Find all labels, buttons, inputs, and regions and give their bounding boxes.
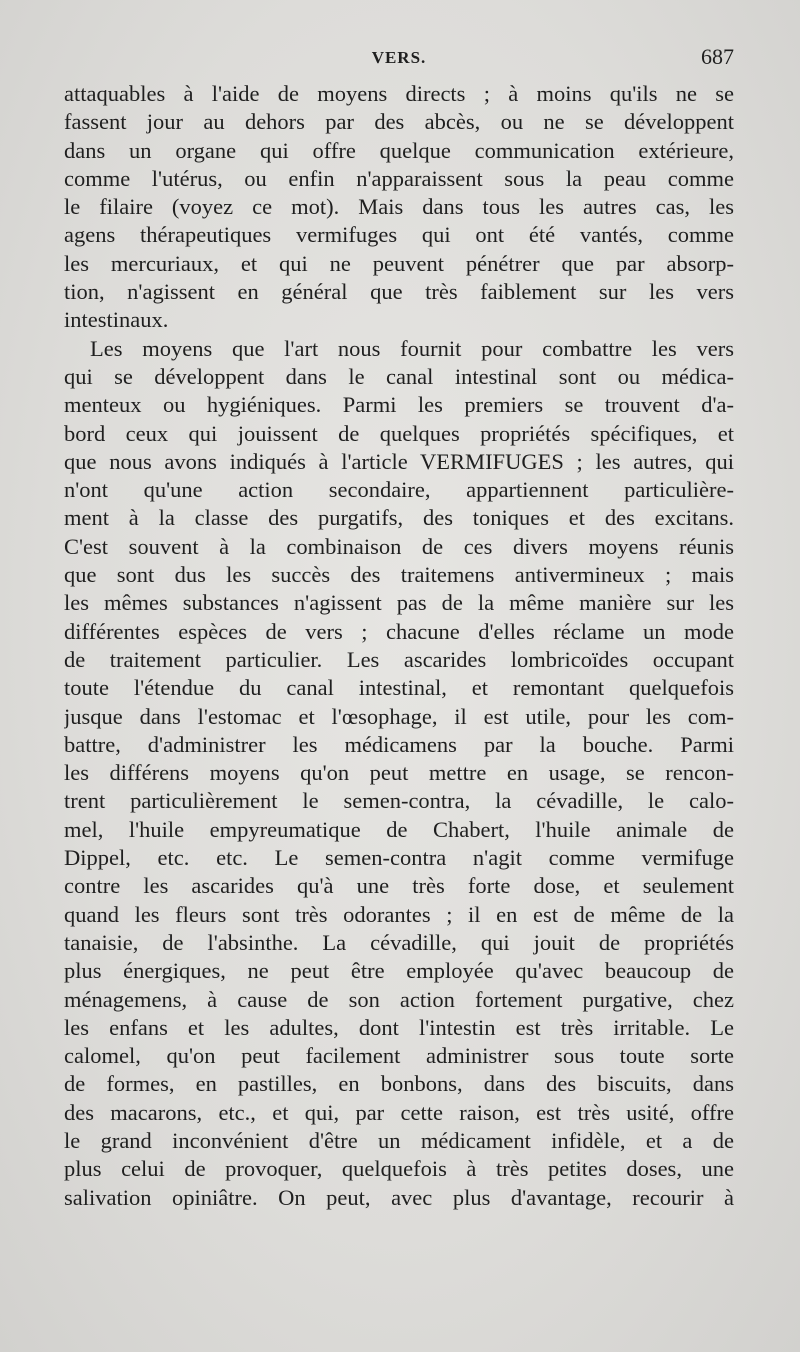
text-line: C'est souvent à la combinaison de ces divers moyens réunis — [64, 533, 734, 559]
text-line: n'ont qu'une action secondaire, appartiennent particulière- — [64, 477, 734, 503]
text-line: mel, l'huile empyreumatique de Chabert, l'huile animale de — [64, 816, 734, 842]
page-number: 687 — [701, 44, 734, 69]
text-line: comme l'utérus, ou enfin n'apparaissent sous la peau comme — [64, 165, 734, 191]
text-line: tanaisie, de l'absinthe. La cévadille, qui jouit de propriétés — [64, 929, 734, 955]
paragraph — [64, 80, 734, 335]
text-line: que sont dus les succès des traitemens antivermineux ; mais — [64, 562, 734, 588]
text-line: qui se développent dans le canal intestinal sont ou médica- — [64, 363, 734, 389]
text-line: de formes, en pastilles, en bonbons, dans des biscuits, dans — [64, 1071, 734, 1097]
text-line: attaquables à l'aide de moyens directs ; à moins qu'ils ne se — [64, 81, 734, 106]
page-header — [64, 44, 734, 74]
text-line: plus énergiques, ne peut être employée qu'avec beaucoup de — [64, 958, 734, 984]
text-line: quand les fleurs sont très odorantes ; il en est de même de la — [64, 901, 734, 927]
text-line: battre, d'administrer les médicamens par la bouche. Parmi — [64, 731, 734, 757]
text-line: les différens moyens qu'on peut mettre en usage, se rencon- — [64, 760, 734, 786]
text-line: Les moyens que l'art nous fournit pour combattre les vers — [90, 335, 734, 361]
text-line: bord ceux qui jouissent de quelques propriétés spécifiques, et — [64, 420, 734, 446]
text-line: le filaire (voyez ce mot). Mais dans tous les autres cas, les — [64, 194, 734, 220]
text-line: des macarons, etc., et qui, par cette raison, est très usité, offre — [64, 1099, 734, 1125]
body-text — [64, 80, 734, 1212]
text-line: salivation opiniâtre. On peut, avec plus d'avantage, recourir à — [64, 1184, 734, 1210]
text-line: dans un organe qui offre quelque communication extérieure, — [64, 137, 734, 163]
text-line: fassent jour au dehors par des abcès, ou ne se développent — [64, 109, 734, 135]
text-line: plus celui de provoquer, quelquefois à très petites doses, une — [64, 1156, 734, 1182]
running-head: VERS. — [371, 48, 427, 67]
text-line: que nous avons indiqués à l'article VERMIFUGES ; les autres, qui — [64, 448, 734, 474]
text-line: Dippel, etc. etc. Le semen-contra n'agit comme vermifuge — [64, 845, 734, 871]
text-line: tion, n'agissent en général que très faiblement sur les vers — [64, 279, 734, 305]
text-line: de traitement particulier. Les ascarides lombricoïdes occupant — [64, 646, 734, 672]
text-line: les mercuriaux, et qui ne peuvent pénétrer que par absorp- — [64, 250, 734, 276]
text-line: ménagemens, à cause de son action fortement purgative, chez — [64, 986, 734, 1012]
text-line: les enfans et les adultes, dont l'intestin est très irritable. Le — [64, 1014, 734, 1040]
text-line: les mêmes substances n'agissent pas de la même manière sur les — [64, 590, 734, 616]
text-line: calomel, qu'on peut facilement administrer sous toute sorte — [64, 1043, 734, 1069]
text-line: ment à la classe des purgatifs, des toniques et des excitans. — [64, 505, 734, 531]
text-line: agens thérapeutiques vermifuges qui ont été vantés, comme — [64, 222, 734, 248]
text-line: toute l'étendue du canal intestinal, et remontant quelquefois — [64, 675, 734, 701]
paragraph — [64, 335, 734, 1212]
text-line: différentes espèces de vers ; chacune d'elles réclame un mode — [64, 618, 734, 644]
text-line: le grand inconvénient d'être un médicament infidèle, et a de — [64, 1127, 734, 1153]
text-line: trent particulièrement le semen-contra, la cévadille, le calo- — [64, 788, 734, 814]
text-line: contre les ascarides qu'à une très forte dose, et seulement — [64, 873, 734, 899]
text-line: menteux ou hygiéniques. Parmi les premiers se trouvent d'a- — [64, 392, 734, 418]
text-line: intestinaux. — [64, 307, 169, 333]
text-line: jusque dans l'estomac et l'œsophage, il est utile, pour les com- — [64, 703, 734, 729]
